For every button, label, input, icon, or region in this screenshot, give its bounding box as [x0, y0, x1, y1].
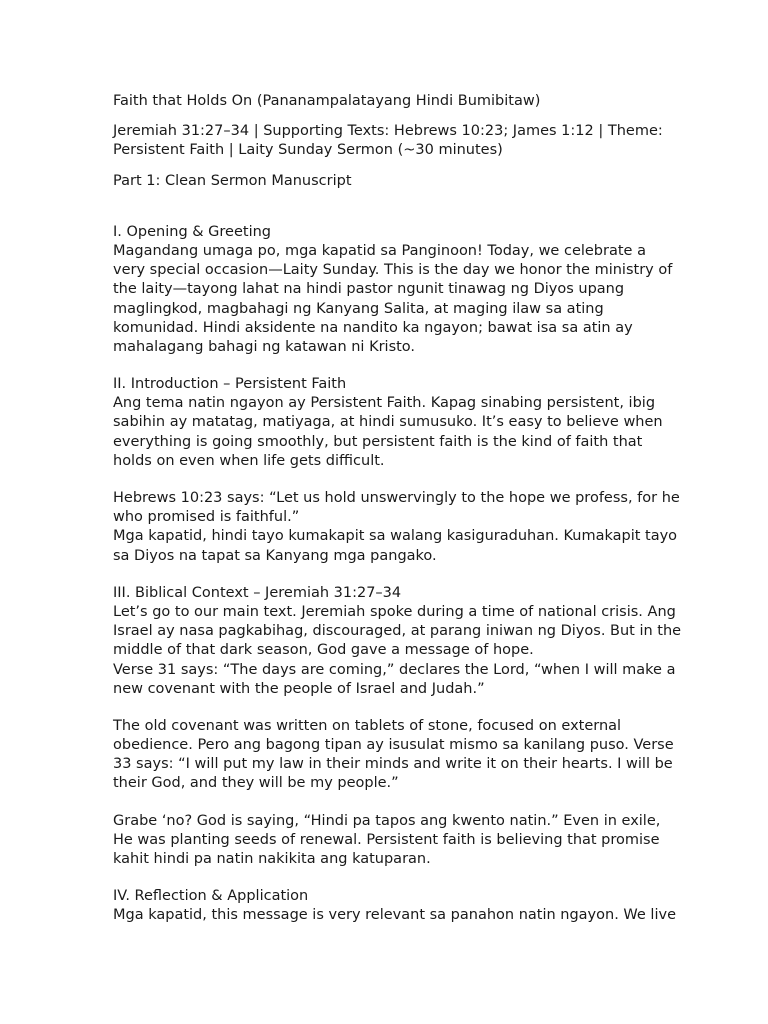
spacer [113, 471, 673, 489]
paragraph-line: new covenant with the people of Israel and Judah.” [113, 680, 485, 697]
paragraph-line: Grabe ‘no? God is saying, “Hindi pa tapos ang kwento natin.” Even in exile, [113, 812, 661, 829]
paragraph-line: komunidad. Hindi aksidente na nandito ka ngayon; bawat isa sa atin ay [113, 319, 633, 336]
covenant-paragraph [113, 717, 673, 794]
paragraph-line: Mga kapatid, this message is very relevant sa panahon natin ngayon. We live [113, 907, 676, 924]
spacer [113, 869, 673, 887]
paragraph-line: Let’s go to our main text. Jeremiah spoke during a time of national crisis. Ang [113, 603, 676, 620]
meta-line: Persistent Faith | Laity Sunday Sermon (~30 minutes) [113, 142, 503, 159]
spacer [113, 699, 673, 717]
paragraph-line: Magandang umaga po, mga kapatid sa Panginoon! Today, we celebrate a [113, 242, 646, 259]
paragraph-line: maglingkod, magbahagi ng Kanyang Salita, at maging ilaw sa ating [113, 300, 604, 317]
section-biblical-context [113, 584, 682, 699]
paragraph-line: holds on even when life gets difficult. [113, 452, 385, 469]
part-heading: Part 1: Clean Sermon Manuscript [113, 172, 352, 189]
paragraph-line: sa Diyos na tapat sa Kanyang mga pangako. [113, 547, 437, 564]
section-opening [113, 223, 673, 357]
spacer [113, 357, 673, 375]
paragraph-line: their God, and they will be my people.” [113, 775, 399, 792]
paragraph-line: Ang tema natin ngayon ay Persistent Faith. Kapag sinabing persistent, ibig [113, 395, 656, 412]
paragraph-line: Mga kapatid, hindi tayo kumakapit sa walang kasiguraduhan. Kumakapit tayo [113, 528, 678, 545]
spacer [113, 566, 673, 584]
paragraph-line: Hebrews 10:23 says: “Let us hold unswervingly to the hope we profess, for he [113, 490, 680, 506]
paragraph-line: He was planting seeds of renewal. Persistent faith is believing that promise [113, 831, 660, 848]
section-heading: II. Introduction – Persistent Faith [113, 376, 347, 393]
renewal-paragraph [113, 812, 673, 870]
paragraph-line: The old covenant was written on tablets of stone, focused on external [113, 717, 622, 734]
paragraph-line: sabihin ay matatag, matiyaga, at hindi sumusuko. It’s easy to believe when [113, 414, 663, 431]
sermon-meta [113, 122, 673, 160]
document-page [113, 92, 682, 926]
paragraph-line: who promised is faithful.” [113, 509, 300, 526]
hebrews-paragraph [113, 489, 680, 566]
sermon-title: Faith that Holds On (Pananampalatayang Hindi Bumibitaw) [113, 93, 541, 109]
paragraph-line: everything is going smoothly, but persistent faith is the kind of faith that [113, 433, 643, 450]
section-heading: I. Opening & Greeting [113, 223, 271, 240]
paragraph-line: Verse 31 says: “The days are coming,” declares the Lord, “when I will make a [113, 661, 676, 678]
section-heading: III. Biblical Context – Jeremiah 31:27–34 [113, 584, 402, 601]
paragraph-line: mahalagang bahagi ng katawan ni Kristo. [113, 338, 416, 355]
paragraph-line: middle of that dark season, God gave a message of hope. [113, 642, 534, 659]
section-heading: IV. Reflection & Application [113, 888, 309, 905]
paragraph-line: very special occasion—Laity Sunday. This is the day we honor the ministry of [113, 262, 673, 279]
meta-line: Jeremiah 31:27–34 | Supporting Texts: Hebrews 10:23; James 1:12 | Theme: [113, 123, 663, 140]
paragraph-line: the laity—tayong lahat na hindi pastor ngunit tinawag ng Diyos upang [113, 281, 625, 298]
section-introduction [113, 375, 673, 471]
paragraph-line: 33 says: “I will put my law in their minds and write it on their hearts. I will be [113, 756, 673, 773]
paragraph-line: kahit hindi pa natin nakikita ang katuparan. [113, 851, 431, 867]
spacer [113, 794, 673, 812]
section-reflection [113, 887, 676, 925]
paragraph-line: Israel ay nasa pagkabihag, discouraged, at parang iniwan ng Diyos. But in the [113, 623, 682, 640]
paragraph-line: obedience. Pero ang bagong tipan ay isusulat mismo sa kanilang puso. Verse [113, 737, 674, 754]
